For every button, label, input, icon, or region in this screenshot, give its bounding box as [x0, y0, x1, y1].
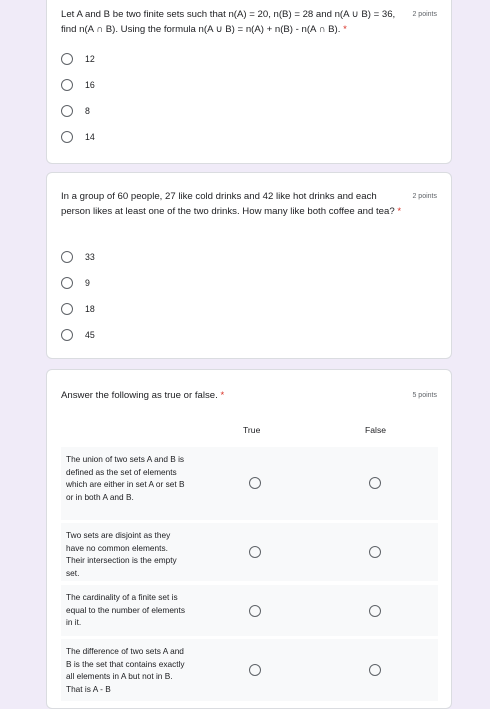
required-asterisk: * — [220, 390, 225, 401]
question-card-1 — [46, 0, 452, 164]
option-label: 18 — [85, 304, 95, 314]
required-asterisk: * — [397, 206, 402, 217]
option-label: 9 — [85, 278, 90, 288]
option-label: 16 — [85, 80, 95, 90]
grid-row-2 — [61, 523, 438, 581]
radio-option-12[interactable] — [61, 53, 95, 65]
radio-button[interactable] — [61, 329, 73, 341]
radio-option-18[interactable] — [61, 303, 95, 315]
radio-option-14[interactable] — [61, 131, 95, 143]
row-label: The cardinality of a finite set is equal to the number of elements in it. — [66, 592, 185, 628]
radio-button[interactable] — [61, 131, 73, 143]
radio-button[interactable] — [61, 105, 73, 117]
radio-option-33[interactable] — [61, 251, 95, 263]
radio-button[interactable] — [61, 53, 73, 65]
question-card-3 — [46, 369, 452, 709]
radio-button[interactable] — [61, 79, 73, 91]
grid-row-3 — [61, 585, 438, 636]
radio-option-16[interactable] — [61, 79, 95, 91]
points-label: 2 points — [412, 193, 437, 200]
points-label: 2 points — [412, 11, 437, 18]
question-title: In a group of 60 people, 27 like cold drinks and 42 like hot drinks and each person likes at least one of the two drinks. How many like both coffee and tea? * — [61, 191, 402, 217]
radio-false[interactable] — [369, 546, 381, 558]
radio-true[interactable] — [249, 477, 261, 489]
option-label: 12 — [85, 54, 95, 64]
radio-button[interactable] — [61, 303, 73, 315]
option-label: 33 — [85, 252, 95, 262]
radio-option-8[interactable] — [61, 105, 90, 117]
question-card-2 — [46, 172, 452, 359]
column-header-true: True — [243, 425, 261, 435]
row-label: The union of two sets A and B is defined as the set of elements which are either in set A or set B or in both A and B. — [66, 454, 185, 502]
required-asterisk: * — [343, 24, 347, 35]
option-label: 8 — [85, 106, 90, 116]
radio-button[interactable] — [61, 277, 73, 289]
question-title: Answer the following as true or false. * — [61, 390, 225, 401]
question-title: Let A and B be two finite sets such that n(A) = 20, n(B) = 28 and n(A ∪ B) = 36, find n(A ∩ B). Using the formula n(A ∪ B) = n(A) + n(B) - n(A ∩ B). * — [61, 9, 396, 35]
row-label: Two sets are disjoint as they have no common elements. Their intersection is the empty set. — [66, 530, 177, 578]
column-header-false: False — [365, 425, 387, 435]
radio-button[interactable] — [61, 251, 73, 263]
radio-option-9[interactable] — [61, 277, 90, 289]
option-label: 14 — [85, 132, 95, 142]
radio-option-45[interactable] — [61, 329, 95, 341]
points-label: 5 points — [412, 392, 437, 399]
radio-true[interactable] — [249, 605, 261, 617]
radio-true[interactable] — [249, 664, 261, 676]
radio-true[interactable] — [249, 546, 261, 558]
radio-false[interactable] — [369, 664, 381, 676]
radio-false[interactable] — [369, 477, 381, 489]
grid-row-4 — [61, 639, 438, 701]
row-label: The difference of two sets A and B is the set that contains exactly all elements in A but not in B. That is A - B — [66, 646, 185, 694]
option-label: 45 — [85, 330, 95, 340]
radio-false[interactable] — [369, 605, 381, 617]
grid-row-1 — [61, 447, 438, 520]
